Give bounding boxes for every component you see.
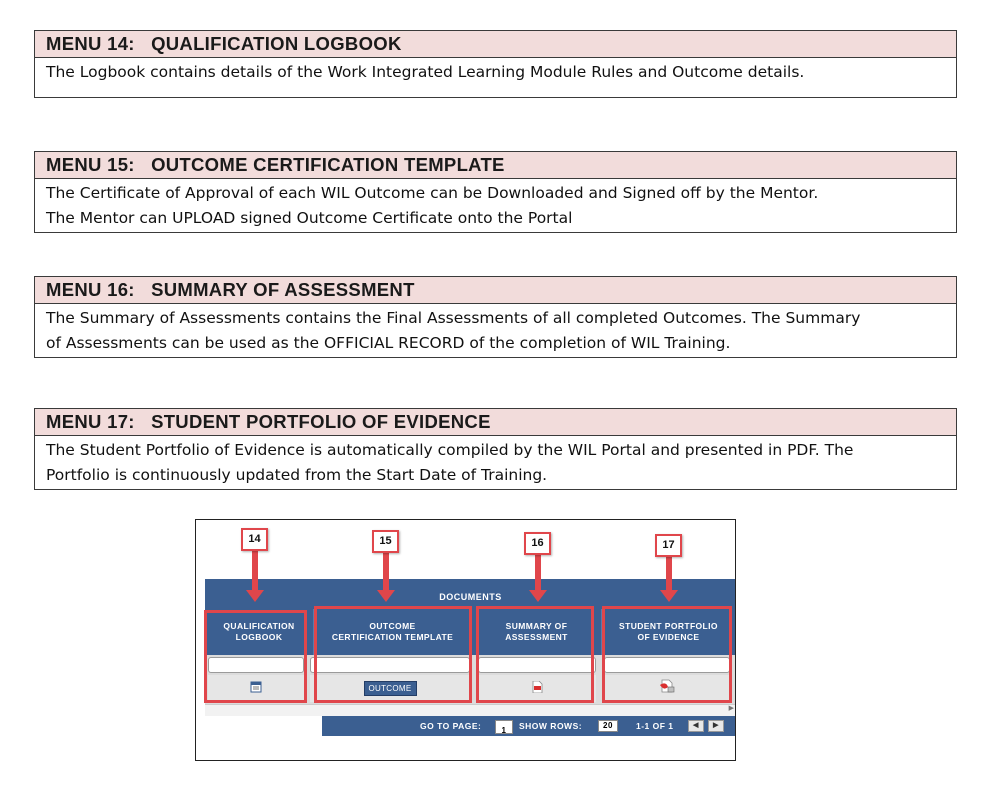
callout-17: 17 [655,534,682,557]
page-number-input[interactable]: 1 [495,720,513,734]
highlight-box-16 [476,606,594,703]
column-header-line: CERTIFICATION TEMPLATE [331,632,454,642]
menu-15-line-1: The Certificate of Approval of each WIL Outcome can be Downloaded and Signed off by the Mentor. [46,184,819,202]
outcome-button[interactable]: OUTCOME [364,681,417,696]
column-header-line: QUALIFICATION [223,621,295,631]
menu-16-line-1: The Summary of Assessments contains the Final Assessments of all completed Outcomes. The Summary [46,309,861,327]
callout-14: 14 [241,528,268,551]
arrow-17-head [660,590,678,602]
menu-15-heading: MENU 15: OUTCOME CERTIFICATION TEMPLATE [35,152,956,179]
menu-16-description [35,304,956,356]
menu-14-description [35,58,956,85]
menu-15-description [35,179,956,231]
menu-17-description [35,436,956,488]
column-header-line: OUTCOME [369,621,416,631]
page-range: 1-1 OF 1 [636,721,674,731]
menu-15-section [34,151,957,233]
arrow-15-shaft [383,552,389,591]
menu-16-heading: MENU 16: SUMMARY OF ASSESSMENT [35,277,956,304]
menu-16-section [34,276,957,358]
documents-screenshot [195,519,736,761]
show-rows-label: SHOW ROWS: [519,721,583,731]
documents-grid-title: DOCUMENTS [205,579,736,609]
menu-17-section [34,408,957,490]
menu-17-line-1: The Student Portfolio of Evidence is automatically compiled by the WIL Portal and presented in PDF. The [46,441,854,459]
pager-bar [322,716,736,736]
column-header-line: SUMMARY OF [505,621,568,631]
menu-14-line-1: The Logbook contains details of the Work Integrated Learning Module Rules and Outcome details. [46,63,805,81]
menu-17-line-2: Portfolio is continuously updated from the Start Date of Training. [46,466,548,484]
column-header-line: OF EVIDENCE [637,632,700,642]
arrow-14-head [246,590,264,602]
highlight-box-15 [314,606,472,703]
highlight-box-14 [204,610,307,703]
arrow-16-shaft [535,555,541,591]
column-header-line: ASSESSMENT [505,632,568,642]
horizontal-scrollbar[interactable] [205,704,736,716]
go-to-page-label: GO TO PAGE: [420,721,482,731]
arrow-16-head [529,590,547,602]
menu-14-heading: MENU 14: QUALIFICATION LOGBOOK [35,31,956,58]
prev-page-button[interactable]: ◀ [688,720,704,732]
menu-16-line-2: of Assessments can be used as the OFFICIAL RECORD of the completion of WIL Training. [46,334,731,352]
rows-per-page-input[interactable]: 20 [598,720,618,732]
menu-17-heading: MENU 17: STUDENT PORTFOLIO OF EVIDENCE [35,409,956,436]
callout-16: 16 [524,532,551,555]
menu-15-line-2: The Mentor can UPLOAD signed Outcome Certificate onto the Portal [46,209,573,227]
callout-15: 15 [372,530,399,553]
scroll-right-icon[interactable]: ▶ [728,705,734,712]
arrow-14-shaft [252,551,258,591]
column-header-line: LOGBOOK [235,632,283,642]
arrow-15-head [377,590,395,602]
menu-14-section [34,30,957,98]
next-page-button[interactable]: ▶ [708,720,724,732]
highlight-box-17 [602,606,732,703]
column-header-line: STUDENT PORTFOLIO [619,621,718,631]
arrow-17-shaft [666,557,672,591]
